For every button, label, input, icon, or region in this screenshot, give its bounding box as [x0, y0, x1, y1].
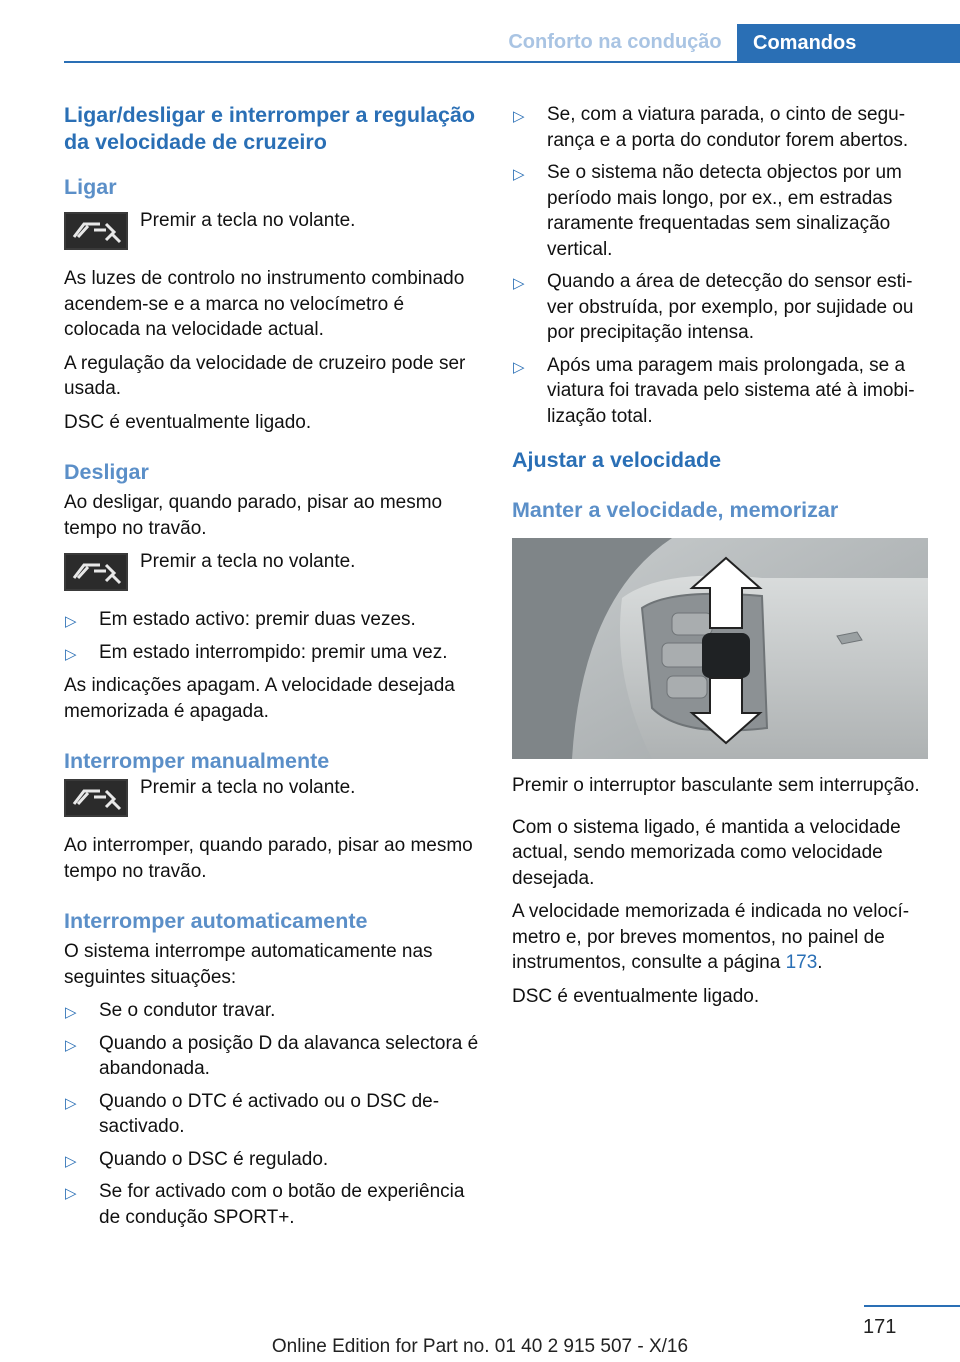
heading-desligar: Desligar	[64, 460, 149, 484]
heading-interromper-automaticamente: Interromper automaticamente	[64, 909, 368, 933]
list-item: ▷ Se o sistema não detecta objectos por um período mais longo, por ex., em estradas raramente frequentadas sem sinalização vertical.	[513, 162, 902, 260]
cruise-control-key-icon	[64, 779, 128, 817]
header-section-title: Conforto na condução	[508, 31, 722, 53]
paragraph: Com o sistema ligado, é mantida a velocidade actual, sendo memorizada como velocidade desejada.	[512, 816, 901, 889]
list-item: ▷ Se o condutor travar.	[64, 998, 480, 1024]
bullet-list	[512, 102, 928, 429]
left-column	[64, 102, 480, 1238]
paragraph: As indicações apagam. A velocidade desejada memorizada é apagada.	[64, 675, 455, 722]
triangle-bullet-icon: ▷	[65, 1185, 77, 1202]
list-item: ▷ Quando o DTC é activado ou o DSC desactivado.	[65, 1090, 440, 1137]
triangle-bullet-icon: ▷	[65, 1094, 77, 1112]
key-text: Premir a tecla no volante.	[140, 210, 356, 231]
footer-rule	[864, 1305, 960, 1307]
triangle-bullet-icon: ▷	[65, 645, 77, 663]
paragraph: Ao interromper, quando parado, pisar ao mesmo tempo no travão.	[64, 835, 473, 882]
paragraph: Ao desligar, quando parado, pisar ao mesmo tempo no travão.	[64, 492, 443, 539]
page-number: 171	[863, 1316, 897, 1338]
heading-ligar: Ligar	[64, 175, 117, 199]
paragraph: A velocidade memorizada é indicada no velocímetro e, por breves momentos, no painel de instrumentos, consulte a página 173.	[512, 901, 910, 973]
triangle-bullet-icon: ▷	[65, 1152, 77, 1170]
list-item: ▷ Se for activado com o botão de experiência de condução SPORT+.	[65, 1181, 465, 1228]
list-item: ▷ Quando a posição D da alavanca selectora é abandonada.	[65, 1032, 479, 1079]
list-item: ▷ Quando o DSC é regulado.	[64, 1147, 480, 1173]
header-chapter-tab: Comandos	[737, 24, 960, 62]
list-item: ▷ Em estado activo: premir duas vezes.	[64, 607, 480, 633]
paragraph: Premir o interruptor basculante sem interrupção.	[512, 775, 920, 796]
triangle-bullet-icon: ▷	[513, 108, 525, 125]
key-instruction-manual	[64, 775, 480, 817]
key-text: Premir a tecla no volante.	[140, 551, 356, 572]
triangle-bullet-icon: ▷	[65, 1036, 77, 1054]
key-instruction-ligar	[64, 208, 480, 250]
list-item: ▷ Após uma paragem mais prolongada, se a viatura foi travada pelo sistema até à imobilização total.	[513, 354, 915, 427]
paragraph: DSC é eventualmente ligado.	[64, 411, 312, 433]
paragraph: As luzes de controlo no instrumento combinado acendem-se e a marca no velocímetro é colocada na velocidade actual.	[64, 268, 465, 340]
list-item: ▷ Quando a área de detecção do sensor estiver obstruída, por exemplo, por sujidade ou por precipitação intensa.	[513, 271, 914, 343]
list-item: ▷ Em estado interrompido: premir uma vez.	[64, 640, 480, 666]
cruise-control-key-icon	[64, 212, 128, 250]
cruise-control-key-icon	[64, 553, 128, 591]
list-item: ▷ Se, com a viatura parada, o cinto de segurança e a porta do condutor forem abertos.	[513, 104, 909, 151]
footer-edition: Online Edition for Part no. 01 40 2 915 507 - X/16	[271, 1336, 689, 1357]
section-title-ajustar: Ajustar a velocidade	[512, 448, 722, 472]
triangle-bullet-icon: ▷	[513, 358, 525, 376]
section-title: Ligar/desligar e interromper a regulação da velocidade de cruzeiro	[64, 103, 476, 154]
page-reference-link[interactable]: 173	[785, 952, 818, 973]
paragraph: A regulação da velocidade de cruzeiro pode ser usada.	[64, 352, 466, 399]
header-rule	[64, 61, 960, 63]
triangle-bullet-icon: ▷	[65, 1004, 77, 1021]
triangle-bullet-icon: ▷	[513, 275, 525, 292]
heading-interromper-manualmente: Interromper manualmente	[64, 749, 330, 773]
heading-manter-velocidade: Manter a velocidade, memorizar	[512, 498, 839, 522]
key-instruction-desligar	[64, 549, 480, 591]
right-column	[512, 102, 928, 1017]
bullet-list	[64, 607, 480, 665]
steering-wheel-rocker-switch-image	[512, 538, 928, 759]
key-text: Premir a tecla no volante.	[140, 777, 356, 798]
triangle-bullet-icon: ▷	[513, 166, 525, 183]
bullet-list	[64, 998, 480, 1230]
triangle-bullet-icon: ▷	[65, 613, 77, 630]
paragraph: O sistema interrompe automaticamente nas seguintes situações:	[64, 941, 433, 988]
paragraph: DSC é eventualmente ligado.	[512, 985, 760, 1007]
